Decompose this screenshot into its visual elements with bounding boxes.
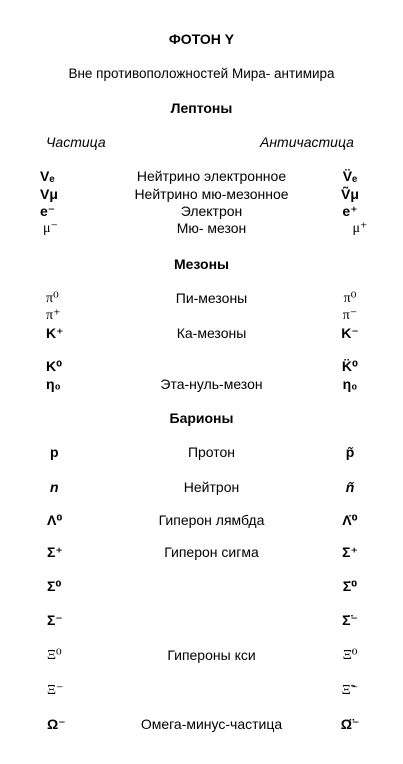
particle-symbol: K⁰ — [46, 358, 63, 374]
particle-name: Нейтрино мю-мезонное — [134, 186, 289, 202]
baryon-row — [0, 444, 403, 462]
baryon-row — [0, 612, 403, 630]
particle-symbol: Ω⁻ — [47, 716, 66, 732]
antiparticle-symbol: Σ⁺ — [342, 544, 358, 560]
particle-name: Нейтрон — [183, 479, 240, 495]
antiparticle-symbol: V̈ₑ — [342, 168, 358, 184]
antiparticle-symbol: e⁺ — [342, 203, 358, 219]
particle-name: Гиперон сигма — [164, 544, 259, 560]
column-header-antiparticle: Античастица — [260, 134, 354, 150]
antiparticle-symbol: η₀ — [342, 376, 358, 392]
section-heading-baryons: Барионы — [169, 410, 234, 426]
particle-symbol: Ξ⁻ — [47, 683, 64, 698]
particle-symbol: Λ⁰ — [47, 512, 63, 528]
particle-name: Гиперон лямбда — [158, 512, 265, 528]
antiparticle-symbol: ñ — [345, 479, 355, 495]
particle-name: Эта-нуль-мезон — [160, 376, 263, 392]
antiparticle-symbol: π⁰ — [343, 291, 357, 306]
baryon-row — [0, 578, 403, 596]
antiparticle-symbol: Ṽμ — [341, 186, 359, 202]
column-header-particle: Частица — [46, 134, 106, 150]
particle-symbol: μ⁻ — [43, 221, 58, 236]
baryon-row — [0, 682, 403, 700]
antiparticle-symbol: Σ̈⁰ — [342, 578, 358, 594]
particle-symbol: e⁻ — [40, 203, 56, 219]
lepton-row — [0, 220, 403, 238]
antiparticle-symbol: p̃ — [345, 444, 355, 460]
particle-name: Ка-мезоны — [176, 325, 247, 341]
particle-symbol: π⁰ — [46, 291, 59, 306]
antiparticle-symbol: μ⁺ — [352, 221, 368, 236]
baryon-row — [0, 512, 403, 530]
particle-symbol: Σ⁻ — [47, 612, 63, 628]
particle-name: Гипероны кси — [167, 647, 256, 663]
particle-symbol: π⁺ — [46, 308, 61, 323]
page-subtitle: Вне противоположностей Мира- антимира — [68, 66, 335, 81]
particle-name: Пи-мезоны — [175, 290, 248, 306]
baryon-row — [0, 544, 403, 562]
meson-row — [0, 358, 403, 376]
meson-row — [0, 376, 403, 394]
meson-row — [0, 325, 403, 343]
particle-symbol: Vₑ — [40, 168, 55, 184]
particle-name: Протон — [187, 444, 236, 460]
antiparticle-symbol: Ξ̈⁰ — [342, 648, 358, 663]
particle-symbol: η₀ — [46, 376, 61, 392]
baryon-row — [0, 716, 403, 734]
particle-symbol: K⁺ — [46, 325, 64, 341]
lepton-row — [0, 203, 403, 221]
particle-symbol: p — [50, 444, 59, 460]
antiparticle-symbol: Ω̈⁻ — [340, 716, 360, 732]
antiparticle-symbol: K⁻ — [341, 325, 359, 341]
antiparticle-symbol: Σ̈⁻ — [342, 612, 358, 628]
particle-symbol: Σ⁰ — [47, 578, 62, 594]
lepton-row — [0, 186, 403, 204]
page-title: ФОТОН Y — [168, 31, 235, 47]
particle-name: Нейтрино электронное — [136, 168, 287, 184]
particle-symbol: Vμ — [40, 186, 58, 202]
antiparticle-symbol: Ξ̃⁻ — [341, 683, 359, 698]
antiparticle-symbol: Λ̈⁰ — [342, 512, 358, 528]
meson-row — [0, 307, 403, 325]
baryon-row — [0, 647, 403, 665]
section-heading-mesons: Мезоны — [173, 256, 230, 272]
lepton-row — [0, 168, 403, 186]
particle-symbol: Σ⁺ — [47, 544, 63, 560]
section-heading-leptons: Лептоны — [170, 100, 233, 116]
particle-name: Электрон — [180, 203, 243, 219]
particle-symbol: Ξ⁰ — [47, 648, 62, 663]
particle-name: Мю- мезон — [176, 220, 247, 236]
meson-row — [0, 290, 403, 308]
antiparticle-symbol: K̈⁰ — [341, 358, 359, 374]
particle-symbol: n — [50, 479, 59, 495]
antiparticle-symbol: π⁻ — [342, 308, 358, 323]
baryon-row — [0, 479, 403, 497]
particle-name: Омега-минус-частица — [140, 716, 283, 732]
